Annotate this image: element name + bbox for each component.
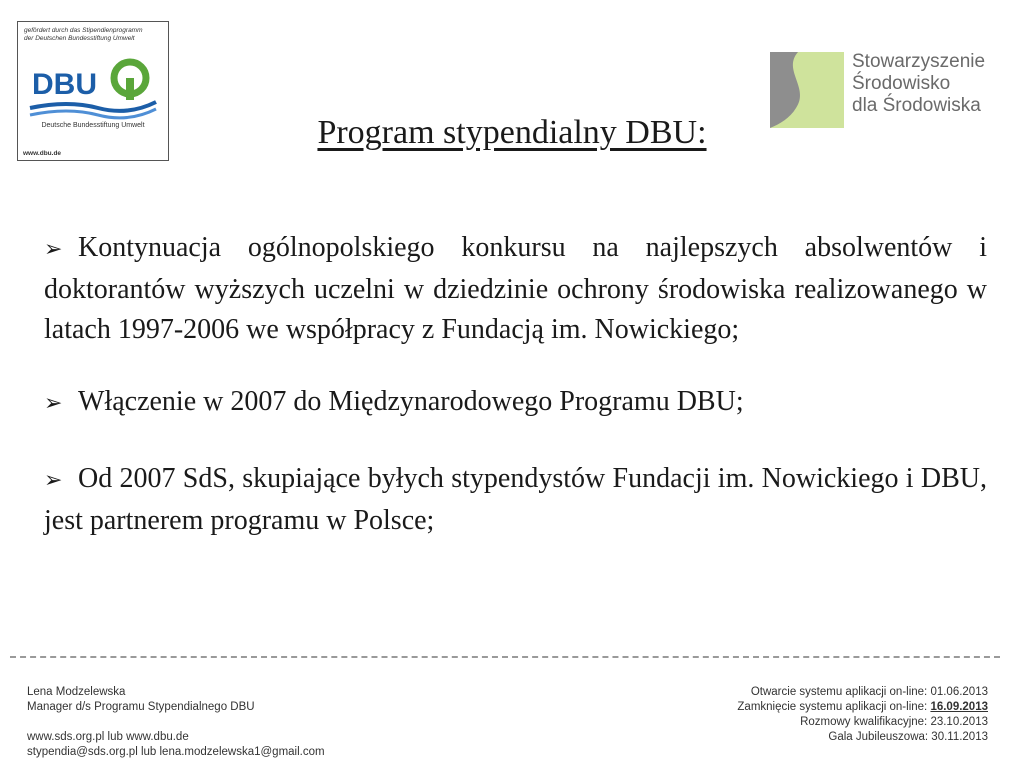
bullet-item [44,459,987,541]
schedule-close [737,700,988,715]
dbu-logo-name: Deutsche Bundesstiftung Umwelt [41,122,145,129]
page-title: Program stypendialny DBU: [317,114,707,151]
schedule-gala-date: 30.11.2013 [931,731,988,743]
schedule-interview [737,715,988,730]
schedule-interview-date: 23.10.2013 [930,716,988,728]
contact-name: Lena Modzelewska [27,686,126,698]
schedule-open-label: Otwarcie systemu aplikacji on-line: [750,686,931,698]
bullet-list [44,228,987,541]
dbu-logo-url: www.dbu.de [23,150,62,157]
schedule-gala [737,730,988,745]
schedule-open [737,685,988,700]
footer-schedule [737,685,988,745]
arrow-bullet-icon: ➢ [44,391,63,416]
footer-divider [10,656,1000,658]
contact-role: Manager d/s Programu Stypendialnego DBU [27,701,255,713]
bullet-text: Włączenie w 2007 do Międzynarodowego Programu DBU; [78,386,744,417]
dbu-caption-line2: der Deutschen Bundesstiftung Umwelt [24,35,135,42]
bullet-text: Kontynuacja ogólnopolskiego konkursu na najlepszych absolwentów i doktorantów wyższych uczelni w dziedzinie ochrony środowiska realizowanego w latach 1997-2006 we współpracy z Fundacją im. Nowickiego; [44,232,987,345]
arrow-bullet-icon: ➢ [44,237,63,262]
sds-logo-line2: Środowisko [852,73,951,94]
schedule-open-date: 01.06.2013 [930,686,988,698]
sds-logo-line1: Stowarzyszenie [852,51,986,72]
contact-websites[interactable]: www.sds.org.pl lub www.dbu.de [27,731,189,743]
sds-logo-text [852,51,985,117]
arrow-bullet-icon: ➢ [44,468,63,493]
schedule-close-date: 16.09.2013 [930,701,988,713]
dbu-logo-caption [24,27,164,43]
schedule-gala-label: Gala Jubileuszowa: [828,731,932,743]
sds-logo-line3: dla Środowiska [852,95,981,116]
bullet-item [44,382,987,424]
dbu-wordmark: DBU [32,68,97,101]
bullet-item [44,228,987,350]
schedule-interview-label: Rozmowy kwalifikacyjne: [800,716,931,728]
contact-emails[interactable]: stypendia@sds.org.pl lub lena.modzelewska1@gmail.com [27,746,325,758]
footer-contact [27,685,325,760]
schedule-close-label: Zamknięcie systemu aplikacji on-line: [737,701,931,713]
dbu-caption-line1: gefördert durch das Stipendienprogramm [24,27,143,34]
bullet-text: Od 2007 SdS, skupiające byłych stypendystów Fundacji im. Nowickiego i DBU, jest partnerem programu w Polsce; [44,463,987,536]
dbu-emblem-icon [28,52,160,120]
